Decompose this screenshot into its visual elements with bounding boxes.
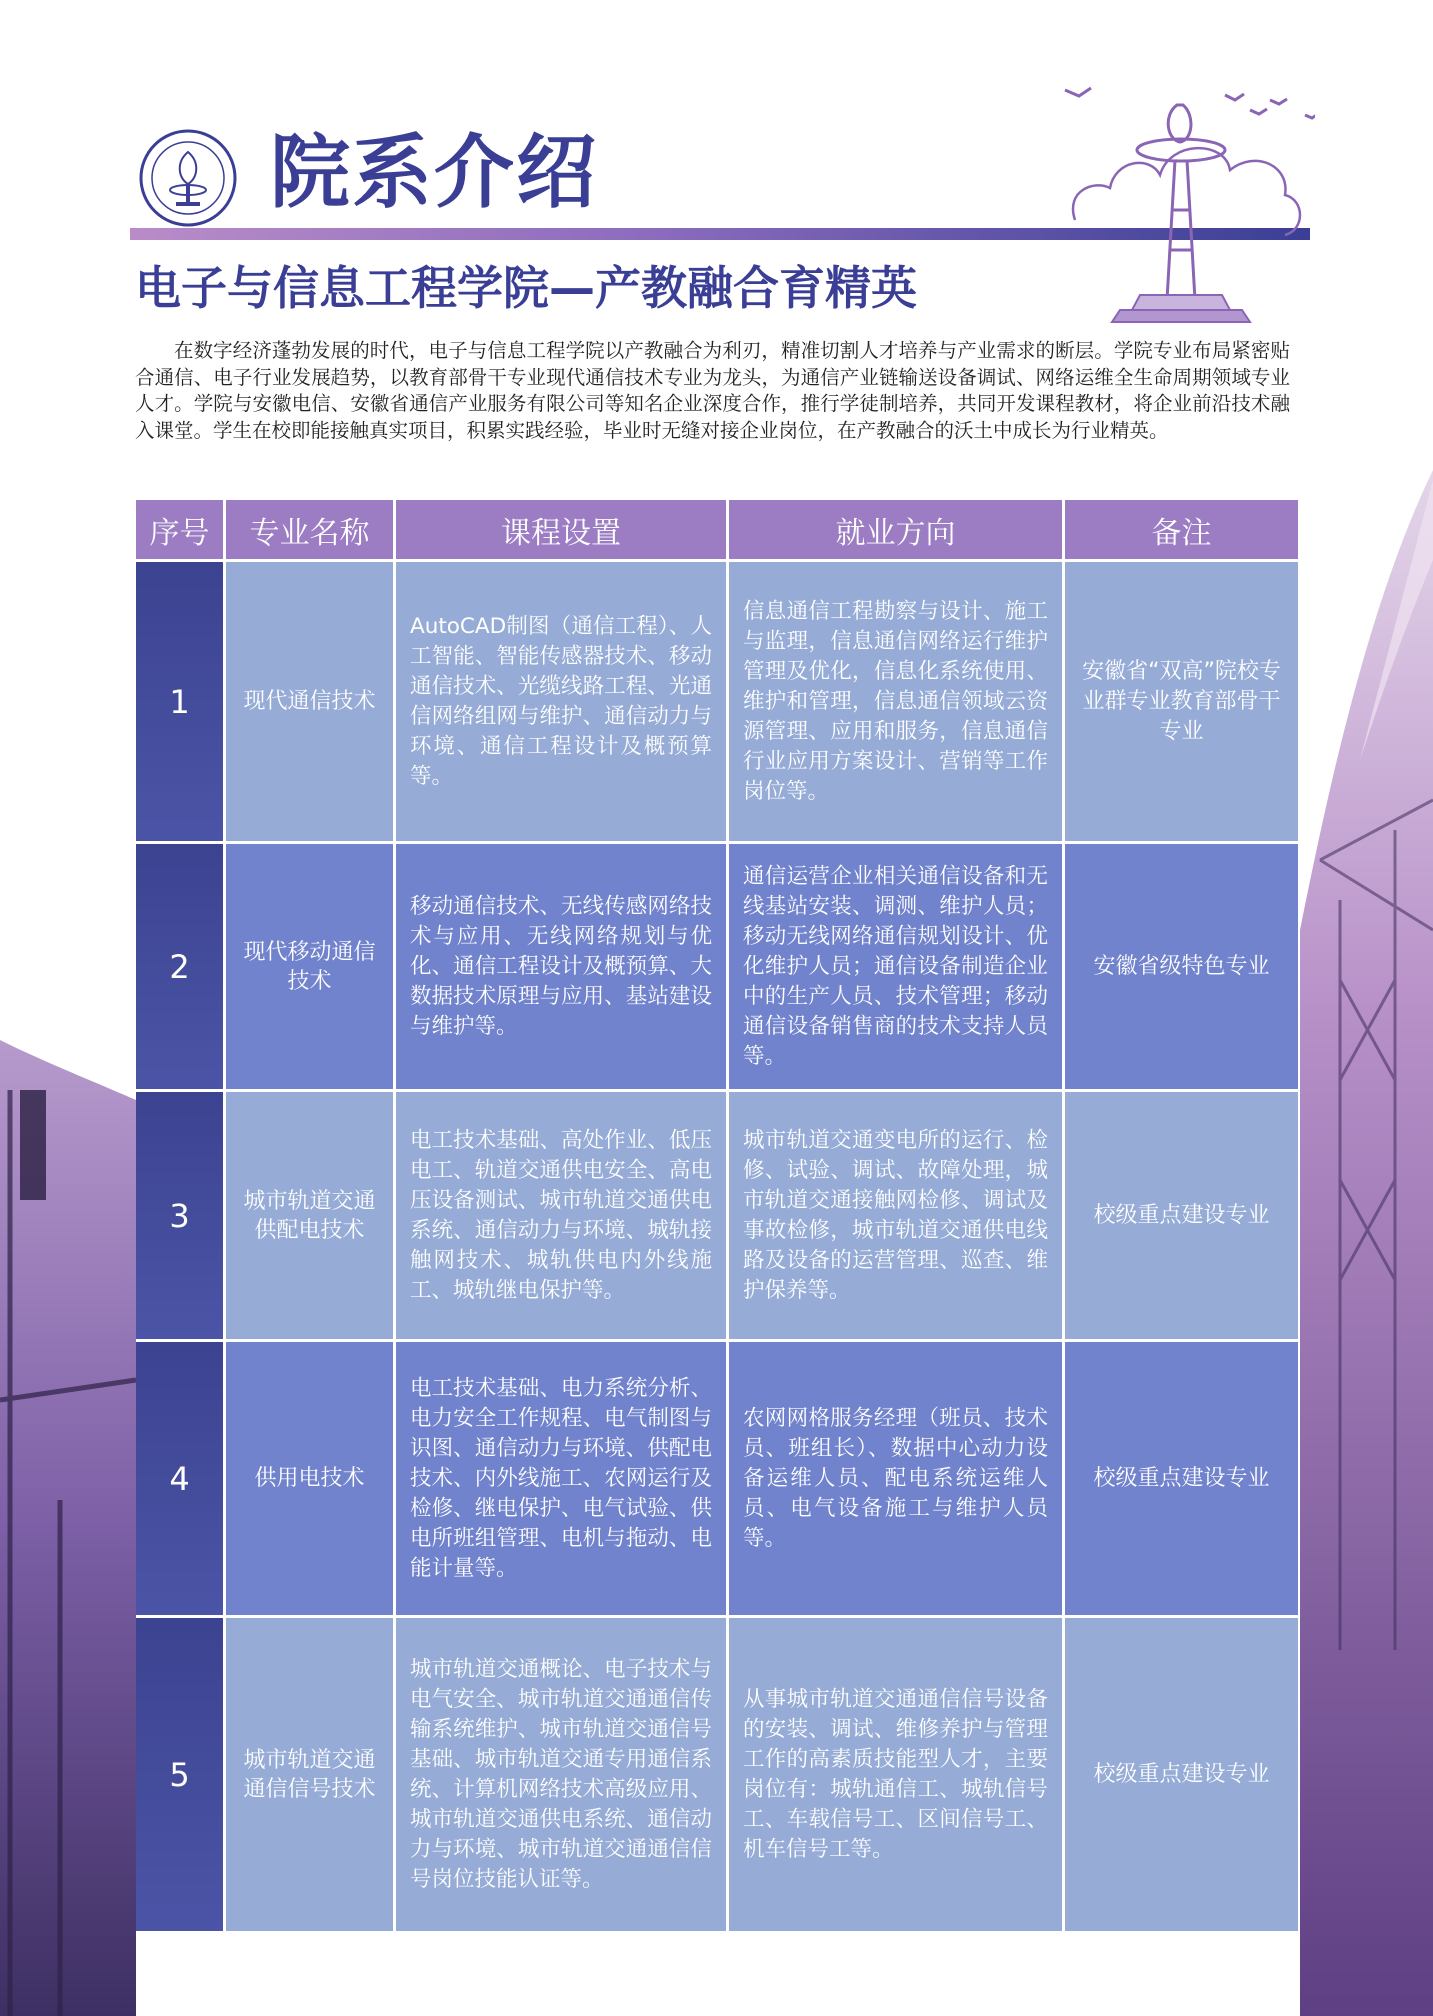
- row-major: 城市轨道交通供配电技术: [226, 1092, 396, 1342]
- row-courses: AutoCAD制图（通信工程）、人工智能、智能传感器技术、移动通信技术、光缆线路工程、光通信网络组网与维护、通信动力与环境、通信工程设计及概预算等。: [396, 562, 729, 844]
- table-row: [136, 562, 1298, 844]
- school-logo: [138, 128, 238, 228]
- header-jobs: 就业方向: [729, 500, 1065, 562]
- row-note: 校级重点建设专业: [1065, 1342, 1298, 1618]
- row-courses: 电工技术基础、高处作业、低压电工、轨道交通供电安全、高电压设备测试、城市轨道交通供电系统、通信动力与环境、城轨接触网技术、城轨供电内外线施工、城轨继电保护等。: [396, 1092, 729, 1342]
- landmark-sculpture-icon: [1055, 70, 1315, 330]
- row-jobs: 农网网格服务经理（班员、技术员、班组长）、数据中心动力设备运维人员、配电系统运维人员、电气设备施工与维护人员等。: [729, 1342, 1065, 1618]
- row-note: 校级重点建设专业: [1065, 1618, 1298, 1934]
- section-subtitle: 电子与信息工程学院—产教融合育精英: [135, 261, 917, 315]
- header-courses: 课程设置: [396, 500, 729, 562]
- row-index: 4: [136, 1342, 226, 1618]
- row-major: 现代通信技术: [226, 562, 396, 844]
- row-jobs: 从事城市轨道交通通信信号设备的安装、调试、维修养护与管理工作的高素质技能型人才，主要岗位有：城轨通信工、城轨信号工、车载信号工、区间信号工、机车信号工等。: [729, 1618, 1065, 1934]
- majors-table: [136, 500, 1298, 1934]
- row-jobs: 信息通信工程勘察与设计、施工与监理，信息通信网络运行维护管理及优化，信息化系统使用、维护和管理，信息通信领域云资源管理、应用和服务，信息通信行业应用方案设计、营销等工作岗位等。: [729, 562, 1065, 844]
- table-row: [136, 1618, 1298, 1934]
- row-courses: 移动通信技术、无线传感网络技术与应用、无线网络规划与优化、通信工程设计及概预算、大数据技术原理与应用、基站建设与维护等。: [396, 844, 729, 1092]
- row-note: 校级重点建设专业: [1065, 1092, 1298, 1342]
- header-major: 专业名称: [226, 500, 396, 562]
- table-row: [136, 844, 1298, 1092]
- row-index: 5: [136, 1618, 226, 1934]
- row-major: 供用电技术: [226, 1342, 396, 1618]
- header-note: 备注: [1065, 500, 1298, 562]
- row-jobs: 通信运营企业相关通信设备和无线基站安装、调测、维护人员；移动无线网络通信规划设计、优化维护人员；通信设备制造企业中的生产人员、技术管理；移动通信设备销售商的技术支持人员等。: [729, 844, 1065, 1092]
- row-major: 城市轨道交通通信信号技术: [226, 1618, 396, 1934]
- row-index: 3: [136, 1092, 226, 1342]
- row-index: 1: [136, 562, 226, 844]
- table-header-row: [136, 500, 1298, 562]
- page-title: 院系介绍: [270, 126, 598, 219]
- row-courses: 城市轨道交通概论、电子技术与电气安全、城市轨道交通通信传输系统维护、城市轨道交通信号基础、城市轨道交通专用通信系统、计算机网络技术高级应用、城市轨道交通供电系统、通信动力与环境、城市轨道交通通信信号岗位技能认证等。: [396, 1618, 729, 1934]
- row-major: 现代移动通信技术: [226, 844, 396, 1092]
- row-courses: 电工技术基础、电力系统分析、电力安全工作规程、电气制图与识图、通信动力与环境、供配电技术、内外线施工、农网运行及检修、继电保护、电气试验、供电所班组管理、电机与拖动、电能计量等。: [396, 1342, 729, 1618]
- row-jobs: 城市轨道交通变电所的运行、检修、试验、调试、故障处理，城市轨道交通接触网检修、调试及事故检修，城市轨道交通供电线路及设备的运营管理、巡查、维护保养等。: [729, 1092, 1065, 1342]
- table-row: [136, 1092, 1298, 1342]
- header-index: 序号: [136, 500, 226, 562]
- row-note: 安徽省级特色专业: [1065, 844, 1298, 1092]
- row-note: 安徽省“双高”院校专业群专业教育部骨干专业: [1065, 562, 1298, 844]
- table-row: [136, 1342, 1298, 1618]
- row-index: 2: [136, 844, 226, 1092]
- section-intro: 在数字经济蓬勃发展的时代，电子与信息工程学院以产教融合为利刃，精准切割人才培养与产业需求的断层。学院专业布局紧密贴合通信、电子行业发展趋势，以教育部骨干专业现代通信技术专业为龙头，为通信产业链输送设备调试、网络运维全生命周期领域专业人才。学院与安徽电信、安徽省通信产业服务有限公司等知名企业深度合作，推行学徒制培养，共同开发课程教材，将企业前沿技术融入课堂。学生在校即能接触真实项目，积累实践经验，毕业时无缝对接企业岗位，在产教融合的沃土中成长为行业精英。: [135, 339, 1290, 442]
